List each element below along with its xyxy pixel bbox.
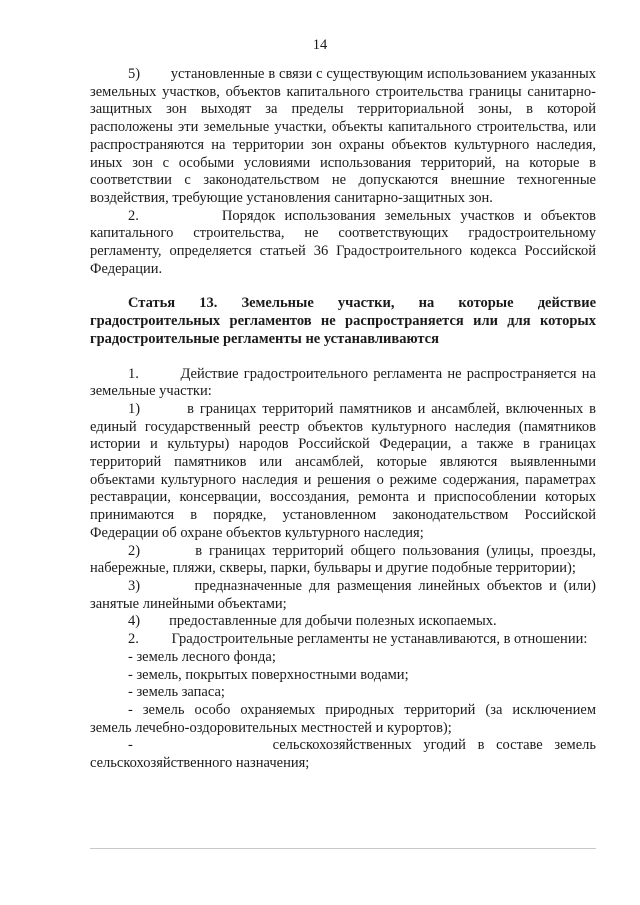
- list-item-4-mineral-extraction: 4) предоставленные для добычи полезных ископаемых.: [128, 613, 497, 630]
- dash-item-surface-waters: - земель, покрытых поверхностными водами;: [128, 666, 409, 683]
- paragraph-2-nonconforming-use: 2. Порядок использования земельных участков и объектов капитального строительства, не соответствующих градостроительному регламенту, определяется статьей 36 Градостроительного кодекса Российской Федерации.: [90, 207, 596, 277]
- footer-divider: [90, 848, 596, 849]
- paragraph-2-regulations-not-set: 2. Градостроительные регламенты не устанавливаются, в отношении:: [128, 631, 588, 648]
- paragraph-1-regulation-scope: 1. Действие градостроительного регламента не распространяется на земельные участки:: [90, 365, 596, 400]
- list-item-5: 5) установленные в связи с существующим использованием указанных земельных участков, объектов капитального строительства границы санитарно-защитных зон выходят за пределы территориальной зоны, в которой расположены эти земельные участки, объекты капитального строительства, или распространяются на территории зон охраны объектов культурного наследия, иных зон с особыми условиями использования территорий, на которые в соответствии с законодательством не допускаются внешние техногенные воздействия, требующие установления санитарно-защитных зон.: [90, 66, 596, 206]
- page-number: 14: [312, 37, 328, 53]
- list-item-3-linear-objects: 3) предназначенные для размещения линейных объектов и (или) занятые линейными объектами;: [90, 577, 596, 612]
- article-13-heading: Статья 13. Земельные участки, на которые действие градостроительных регламентов не распространяется или для которых градостроительные регламенты не устанавливаются: [90, 295, 596, 347]
- document-body: [90, 66, 596, 773]
- list-item-2-public-areas: 2) в границах территорий общего пользования (улицы, проезды, набережные, пляжи, скверы, парки, бульвары и другие подобные территории);: [90, 542, 596, 577]
- dash-item-reserve-lands: - земель запаса;: [128, 684, 225, 701]
- dash-item-protected-areas: - земель особо охраняемых природных территорий (за исключением земель лечебно-оздоровительных местностей и курортов);: [90, 701, 596, 736]
- list-item-1-monuments: 1) в границах территорий памятников и ансамблей, включенных в единый государственный реестр объектов культурного наследия (памятников истории и культуры) народов Российской Федерации, а также в границах территорий памятников или ансамблей, которые являются выявленными объектами культурного наследия и решения о режиме содержания, параметрах реставрации, консервации, воссоздания, ремонта и приспособлении которых принимаются в порядке, установленном законодательством Российской Федерации об охране объектов культурного наследия;: [90, 400, 596, 541]
- dash-item-forest-fund: - земель лесного фонда;: [128, 648, 276, 665]
- dash-item-agricultural-lands: - сельскохозяйственных угодий в составе земель сельскохозяйственного назначения;: [90, 737, 596, 772]
